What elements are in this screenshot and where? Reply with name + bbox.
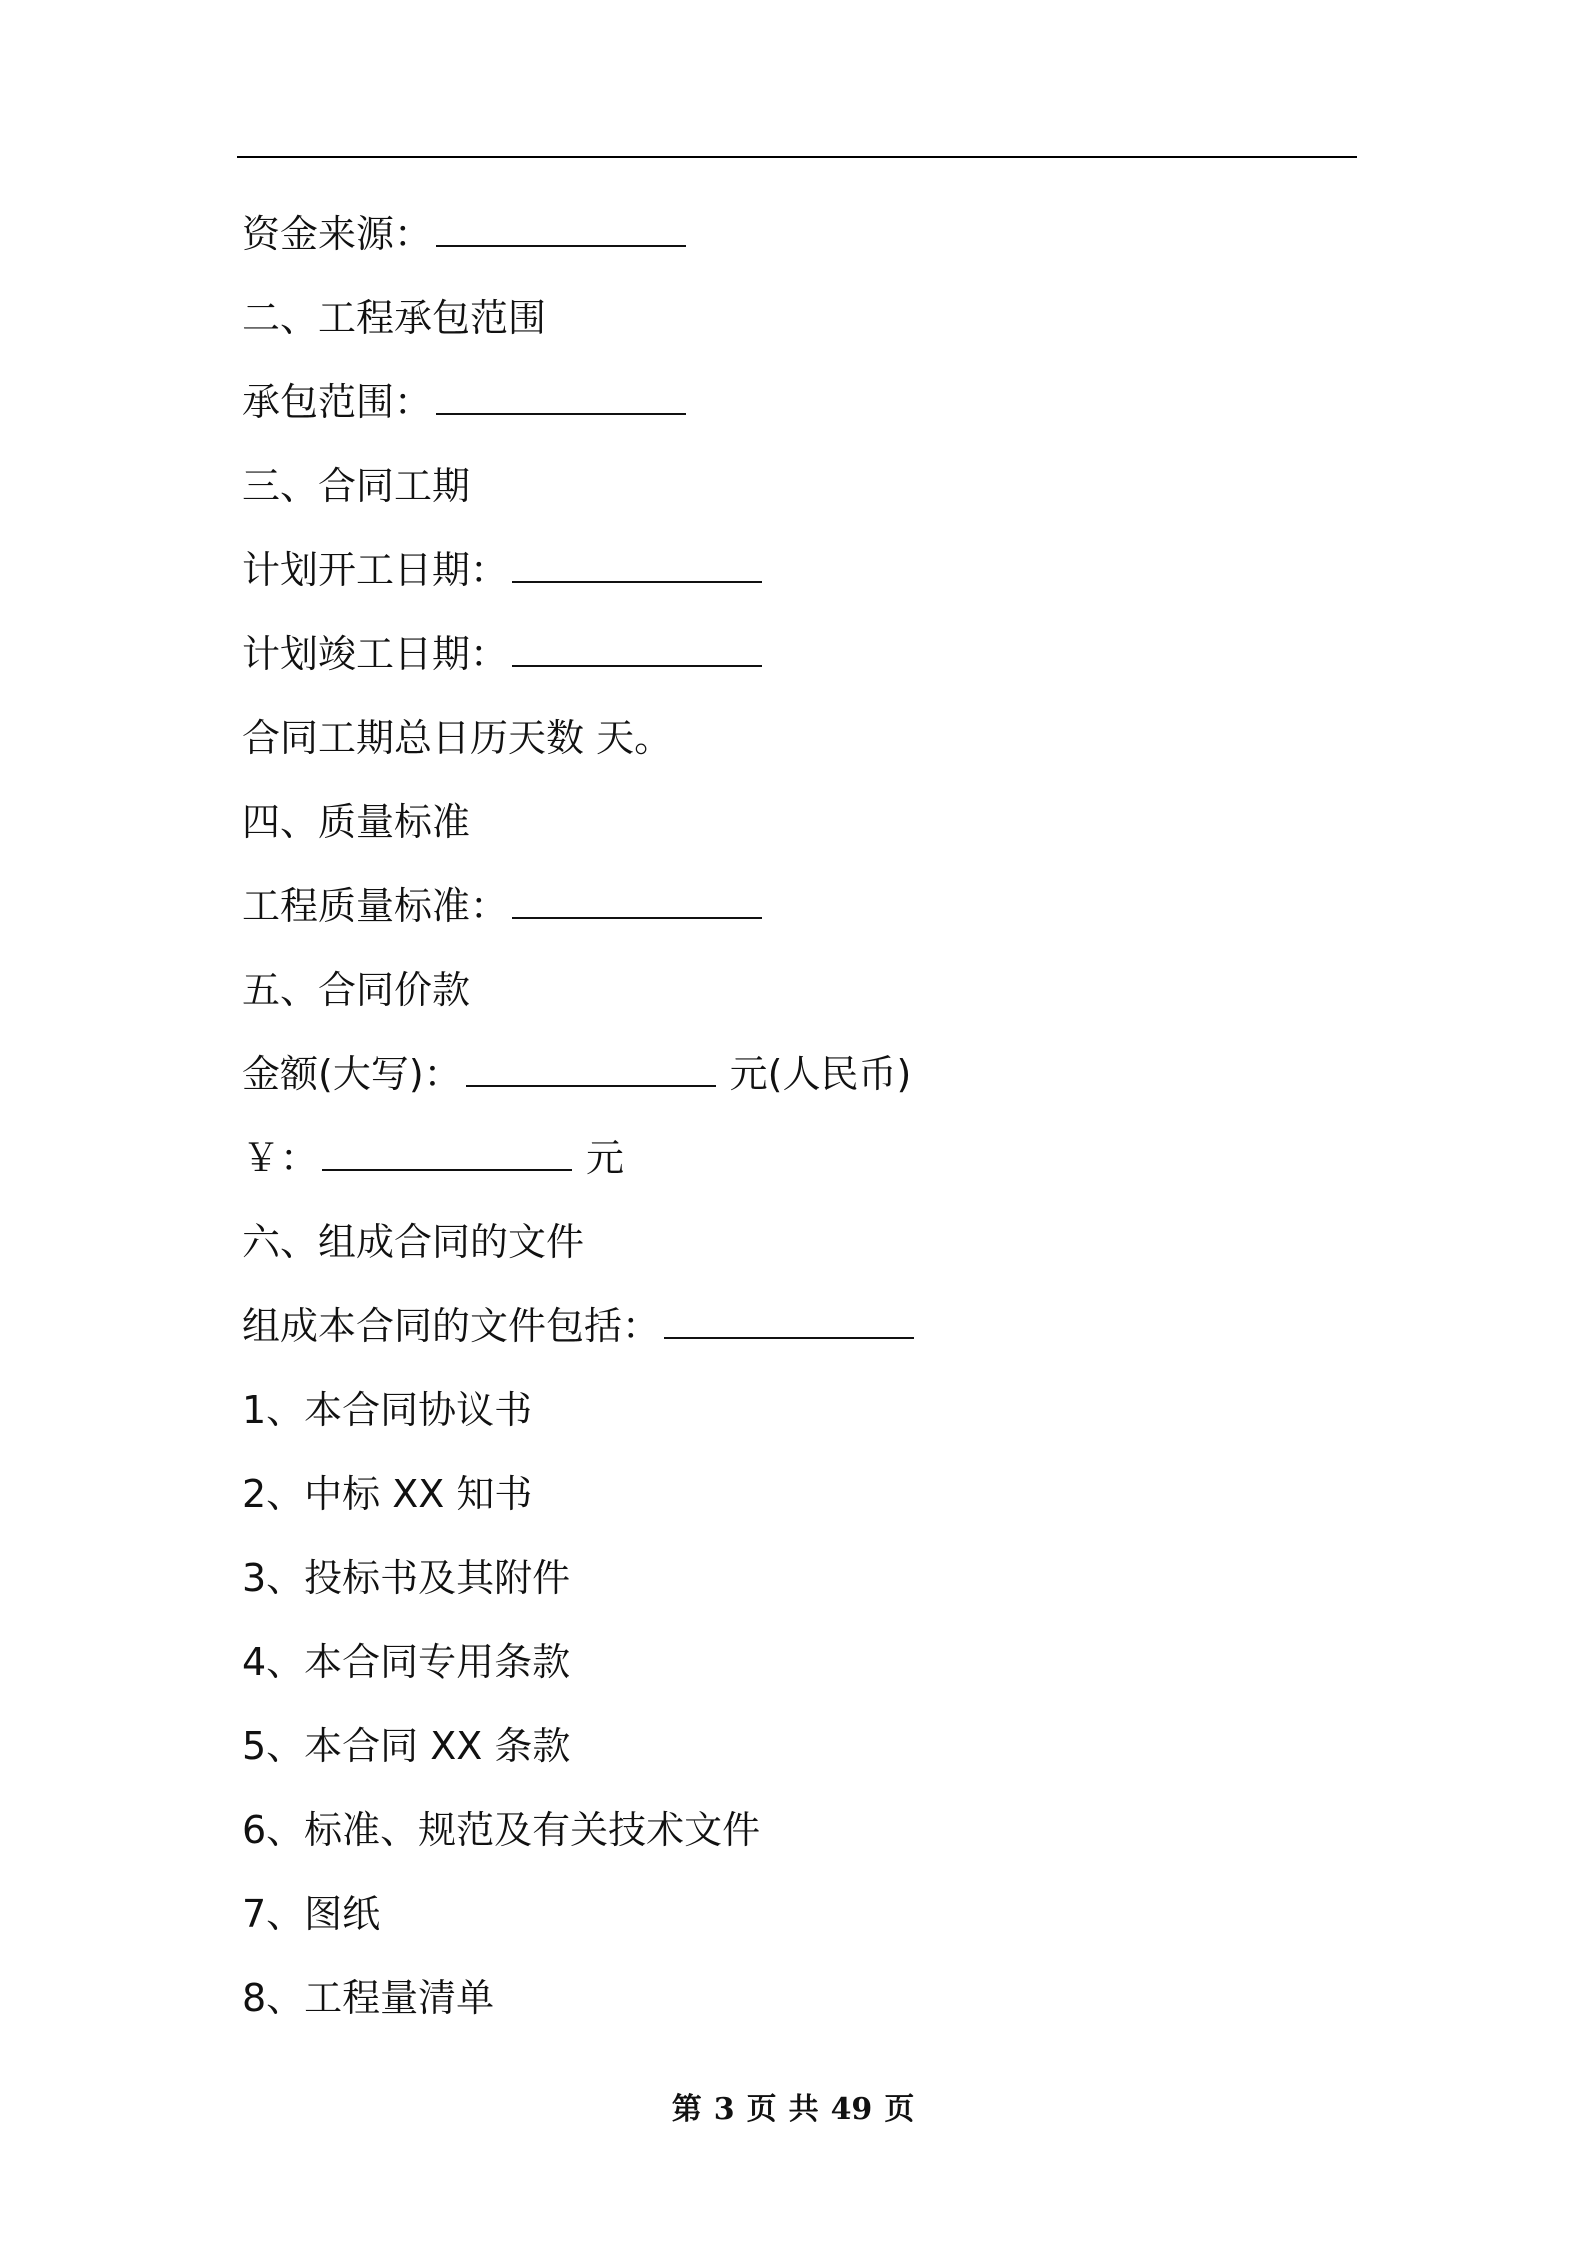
section-heading: 三、合同工期	[242, 464, 471, 508]
quality-standard-line	[242, 864, 1342, 948]
total-page-count: 49	[830, 2092, 873, 2127]
section-heading-period	[242, 444, 1342, 528]
line-label: 计划开工日期：	[242, 548, 509, 592]
page-number-footer	[0, 2090, 1586, 2130]
fill-in-blank[interactable]	[664, 1307, 914, 1339]
footer-ye: 页	[746, 2092, 777, 2127]
section-heading: 六、组成合同的文件	[242, 1220, 585, 1264]
fill-in-blank[interactable]	[512, 551, 762, 583]
fill-in-blank[interactable]	[466, 1055, 716, 1087]
section-heading: 五、合同价款	[242, 968, 471, 1012]
line-text: 合同工期总日历天数 天。	[242, 716, 673, 760]
line-label: 金额(大写)：	[242, 1052, 462, 1096]
funding-source-line	[242, 192, 1342, 276]
list-item	[242, 1368, 1342, 1452]
list-item-text: 4、本合同专用条款	[242, 1640, 571, 1684]
list-item-text: 2、中标 XX 知书	[242, 1472, 533, 1516]
section-heading-quality	[242, 780, 1342, 864]
fill-in-blank[interactable]	[322, 1139, 572, 1171]
fill-in-blank[interactable]	[436, 383, 686, 415]
list-item-text: 8、工程量清单	[242, 1976, 495, 2020]
list-item-text: 5、本合同 XX 条款	[242, 1724, 571, 1768]
line-label: 资金来源：	[242, 212, 433, 256]
fill-in-blank[interactable]	[512, 887, 762, 919]
list-item	[242, 1620, 1342, 1704]
documents-include-line	[242, 1284, 1342, 1368]
list-item	[242, 1452, 1342, 1536]
scope-line	[242, 360, 1342, 444]
line-suffix: 元(人民币)	[729, 1052, 912, 1096]
list-item	[242, 1536, 1342, 1620]
list-item	[242, 1956, 1342, 2040]
total-days-line	[242, 696, 1342, 780]
list-item-text: 1、本合同协议书	[242, 1388, 533, 1432]
line-suffix: 元	[586, 1136, 625, 1180]
section-heading: 四、质量标准	[242, 800, 471, 844]
line-label: 承包范围：	[242, 380, 433, 424]
list-item-text: 7、图纸	[242, 1892, 381, 1936]
planned-start-line	[242, 528, 1342, 612]
footer-di: 第	[671, 2092, 702, 2127]
footer-ye-2: 页	[884, 2092, 915, 2127]
section-heading-scope	[242, 276, 1342, 360]
list-item	[242, 1872, 1342, 1956]
line-label: 组成本合同的文件包括：	[242, 1304, 661, 1348]
line-label: 计划竣工日期：	[242, 632, 509, 676]
list-item-text: 6、标准、规范及有关技术文件	[242, 1808, 761, 1852]
document-body	[242, 192, 1342, 2040]
fill-in-blank[interactable]	[436, 215, 686, 247]
planned-completion-line	[242, 612, 1342, 696]
section-heading-price	[242, 948, 1342, 1032]
amount-words-line	[242, 1032, 1342, 1116]
footer-gong: 共	[788, 2092, 819, 2127]
list-item-text: 3、投标书及其附件	[242, 1556, 571, 1600]
current-page-number: 3	[713, 2092, 735, 2127]
section-heading-documents	[242, 1200, 1342, 1284]
list-item	[242, 1704, 1342, 1788]
amount-figure-line	[242, 1116, 1342, 1200]
list-item	[242, 1788, 1342, 1872]
fill-in-blank[interactable]	[512, 635, 762, 667]
line-label: 工程质量标准：	[242, 884, 509, 928]
line-label: ￥：	[242, 1136, 319, 1180]
section-heading: 二、工程承包范围	[242, 296, 547, 340]
header-rule	[237, 156, 1357, 158]
